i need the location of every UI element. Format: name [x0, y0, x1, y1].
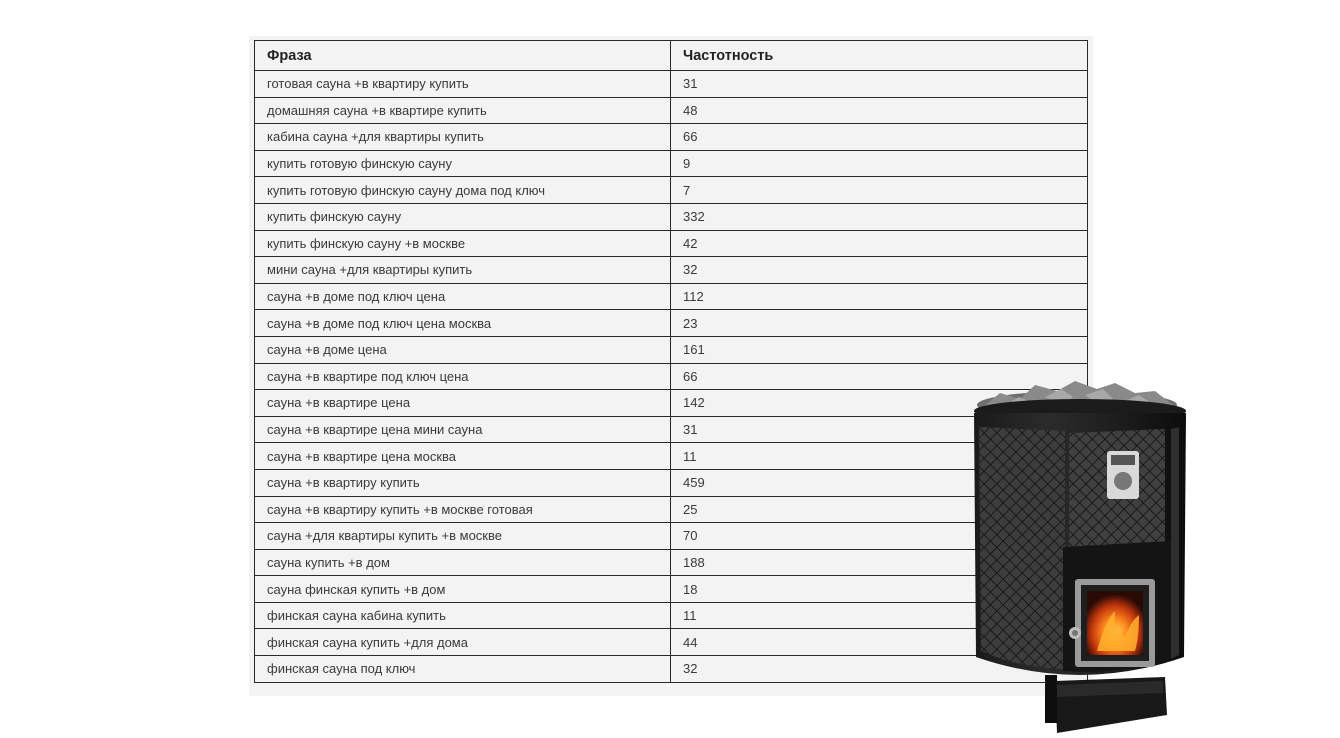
table-row [255, 549, 1088, 576]
frequency-cell: 112 [671, 283, 1088, 310]
table-row [255, 283, 1088, 310]
phrase-cell: сауна +в квартире цена [255, 390, 671, 417]
table-row [255, 656, 1088, 683]
table-row [255, 336, 1088, 363]
frequency-cell: 11 [671, 443, 1088, 470]
frequency-cell: 32 [671, 257, 1088, 284]
table-row [255, 629, 1088, 656]
frequency-cell: 459 [671, 469, 1088, 496]
frequency-cell: 31 [671, 71, 1088, 98]
table-row [255, 230, 1088, 257]
table-header-row [255, 41, 1088, 71]
phrase-cell: сауна +в доме цена [255, 336, 671, 363]
frequency-cell: 23 [671, 310, 1088, 337]
phrase-cell: финская сауна под ключ [255, 656, 671, 683]
phrase-cell: сауна +в квартиру купить [255, 469, 671, 496]
frequency-cell: 161 [671, 336, 1088, 363]
phrase-cell: купить готовую финскую сауну дома под ключ [255, 177, 671, 204]
table-row [255, 416, 1088, 443]
frequency-cell: 9 [671, 150, 1088, 177]
phrase-cell: сауна +в квартире цена москва [255, 443, 671, 470]
table-row [255, 257, 1088, 284]
header-frequency: Частотность [671, 41, 1088, 71]
phrase-cell: мини сауна +для квартиры купить [255, 257, 671, 284]
phrase-cell: купить готовую финскую сауну [255, 150, 671, 177]
frequency-cell: 18 [671, 576, 1088, 603]
phrase-cell: кабина сауна +для квартиры купить [255, 124, 671, 151]
table-row [255, 363, 1088, 390]
frequency-cell: 11 [671, 602, 1088, 629]
table-row [255, 576, 1088, 603]
phrase-cell: сауна +для квартиры купить +в москве [255, 523, 671, 550]
table-row [255, 523, 1088, 550]
phrase-cell: сауна +в квартиру купить +в москве готовая [255, 496, 671, 523]
phrase-cell: сауна +в квартире цена мини сауна [255, 416, 671, 443]
table-row [255, 71, 1088, 98]
frequency-cell: 70 [671, 523, 1088, 550]
frequency-cell: 48 [671, 97, 1088, 124]
table-row [255, 469, 1088, 496]
table-row [255, 390, 1088, 417]
table-row [255, 310, 1088, 337]
table-row [255, 602, 1088, 629]
table-row [255, 150, 1088, 177]
frequency-cell: 332 [671, 203, 1088, 230]
table-row [255, 124, 1088, 151]
header-phrase: Фраза [255, 41, 671, 71]
frequency-cell: 32 [671, 656, 1088, 683]
phrase-cell: сауна +в доме под ключ цена москва [255, 310, 671, 337]
phrase-cell: домашняя сауна +в квартире купить [255, 97, 671, 124]
frequency-table [254, 40, 1088, 683]
phrase-cell: финская сауна купить +для дома [255, 629, 671, 656]
phrase-cell: купить финскую сауну +в москве [255, 230, 671, 257]
sauna-stove-image [965, 375, 1195, 733]
table-row [255, 203, 1088, 230]
frequency-cell: 188 [671, 549, 1088, 576]
phrase-cell: сауна финская купить +в дом [255, 576, 671, 603]
table-row [255, 496, 1088, 523]
frequency-cell: 142 [671, 390, 1088, 417]
frequency-cell: 66 [671, 124, 1088, 151]
phrase-cell: сауна +в квартире под ключ цена [255, 363, 671, 390]
frequency-cell: 31 [671, 416, 1088, 443]
phrase-cell: купить финскую сауну [255, 203, 671, 230]
frequency-cell: 44 [671, 629, 1088, 656]
frequency-cell: 25 [671, 496, 1088, 523]
phrase-cell: готовая сауна +в квартиру купить [255, 71, 671, 98]
phrase-cell: сауна +в доме под ключ цена [255, 283, 671, 310]
table-row [255, 177, 1088, 204]
frequency-cell: 7 [671, 177, 1088, 204]
table-row [255, 97, 1088, 124]
phrase-cell: финская сауна кабина купить [255, 602, 671, 629]
table-row [255, 443, 1088, 470]
phrase-cell: сауна купить +в дом [255, 549, 671, 576]
frequency-cell: 66 [671, 363, 1088, 390]
frequency-cell: 42 [671, 230, 1088, 257]
